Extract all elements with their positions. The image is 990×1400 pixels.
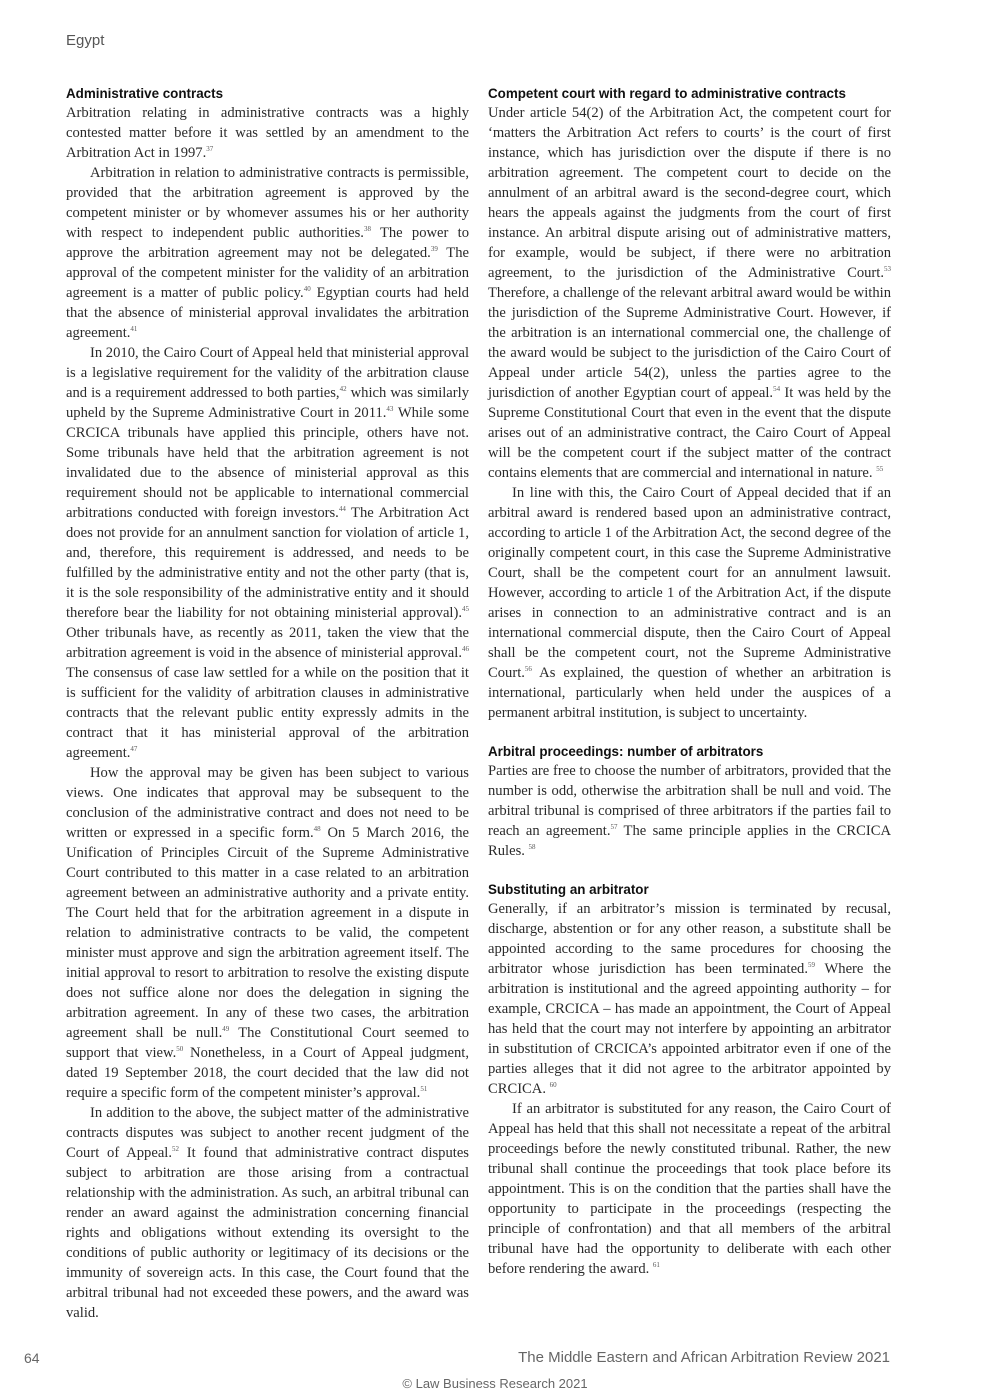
footnote-ref[interactable]: 46 (462, 645, 469, 654)
section-heading-competent-court: Competent court with regard to administrative contracts (488, 86, 846, 101)
paragraph: How the approval may be given has been subject to various views. One indicates that approval may be subsequent to the conclusion of the administrative contract and does not need to be written or expressed in a specific form.$^{48}$ On 5 March 2016, the Unification of Principles Circuit of the Supreme Administrative Court contributed to this matter in a case related to an arbitration agreement between an administrative authority and a private entity. The Court held that for the arbitration agreement in a dispute in relation to administrative contracts to be valid, the competent minister must approve and sign the arbitration agreement itself. The initial approval to resort to arbitration to resolve the existing dispute does not suffice alone nor does the delegation in signing the arbitration agreement. In any of these two cases, the arbitration agreement shall be null.$^{49}$ The Constitutional Court seemed to support that view.$^{50}$ Nonetheless, in a Court of Appeal judgment, dated 19 September 2018, the court decided that the law did not require a specific form of the competent minister’s approval.$^{51}$ (66, 765, 469, 1101)
paragraph: Generally, if an arbitrator’s mission is terminated by recusal, discharge, abstention or for any other reason, a substitute shall be appointed according to the same procedures for choosing the arbitrator whose jurisdiction has been terminated.$^{59}$ Where the arbitration is institutional and the agreed appointing authority – for example, CRCICA – has made an appointment, the Court of Appeal has held that the court may not interfere by appointing an arbitrator in substitution of CRCICA’s appointed arbitrator even if one of the parties alleges that it did not agree to the arbitrator appointed by CRCICA. $^{60}$ (488, 901, 892, 1097)
copyright-notice: © Law Business Research 2021 (402, 1376, 588, 1391)
paragraph: Arbitration in relation to administrative contracts is permissible, provided that the arbitration agreement is approved by the competent minister or by whomever assumes his or her authority with respect to independent public authorities.$^{38}$ The power to approve the arbitration agreement may not be delegated.$^{39}$ The approval of the competent minister for the validity of an arbitration agreement is a matter of public policy.$^{40}$ Egyptian courts had held that the absence of ministerial approval invalidates the arbitration agreement.$^{41}$ (66, 165, 469, 341)
footnote-ref[interactable]: 60 (549, 1081, 557, 1090)
footnote-ref[interactable]: 59 (808, 961, 815, 970)
section-heading-number-of-arbitrators: Arbitral proceedings: number of arbitrators (488, 744, 764, 759)
footnote-ref[interactable]: 58 (528, 843, 536, 852)
footnote-ref[interactable]: 51 (420, 1085, 428, 1094)
paragraph: Arbitration relating in administrative contracts was a highly contested matter before it was settled by an amendment to the Arbitration Act in 1997.37 (66, 105, 469, 161)
section-heading-substituting-arbitrator: Substituting an arbitrator (488, 882, 649, 897)
page-number: 64 (24, 1350, 40, 1366)
paragraph: Under article 54(2) of the Arbitration Act, the competent court for ‘matters the Arbitration Act refers to courts’ is the court of first instance, which has jurisdiction over the dispute if there is no arbitration agreement. The competent court to decide on the annulment of an arbitral award is the second-degree court, which hears the appeals against the judgments from the court of first instance. An arbitral dispute arising out of administrative matters, for example, would be subject, if there were no arbitration agreement, to the jurisdiction of the Administrative Court.$^{53}$ Therefore, a challenge of the relevant arbitral award would be within the jurisdiction of the Supreme Administrative Court. However, if the arbitration is an international commercial one, the challenge of the award would be subject to the jurisdiction of the Cairo Court of Appeal under article 54(2), unless the parties agree to the jurisdiction of another Egyptian court of appeal.$^{54}$ It was held by the Supreme Constitutional Court that even in the event that the dispute arises out of an administrative contract, the Cairo Court of Appeal will be the competent court if the subject matter of the contract contains elements that are commercial and international in nature. $^{55}$ (488, 105, 891, 481)
publication-title: The Middle Eastern and African Arbitration Review 2021 (518, 1349, 890, 1366)
right-column (488, 85, 891, 1279)
footnote-ref[interactable]: 47 (130, 745, 138, 754)
running-head: Egypt (66, 32, 105, 49)
footnote-ref[interactable]: 42 (339, 385, 347, 394)
left-column (66, 85, 469, 1323)
paragraph: Parties are free to choose the number of arbitrators, provided that the number is odd, otherwise the arbitration shall be null and void. The arbitral tribunal is comprised of three arbitrators if the parties fail to reach an agreement.$^{57}$ The same principle applies in the CRCICA Rules. $^{58}$ (488, 763, 892, 859)
footnote-ref[interactable]: 49 (222, 1025, 230, 1034)
footnote-ref[interactable]: 56 (524, 665, 532, 674)
footnote-ref[interactable]: 53 (884, 265, 891, 274)
paragraph: In line with this, the Cairo Court of Appeal decided that if an arbitral award is rendered based upon an administrative contract, according to article 1 of the Arbitration Act, the second degree of the originally competent court, in this case the Supreme Administrative Court, shall be the competent court for an annulment lawsuit. However, according to article 1 of the Arbitration Act, if the dispute arises in connection to an administrative contract and is an international commercial dispute, then the Cairo Court of Appeal shall be the competent court, not the Supreme Administrative Court.$^{56}$ As explained, the question of whether an arbitration is international, particularly when held under the auspices of a permanent arbitral institution, is subject to uncertainty. (488, 485, 891, 721)
footnote-ref[interactable]: 41 (130, 325, 138, 334)
footnote-ref[interactable]: 43 (386, 405, 394, 414)
footnote-ref[interactable]: 54 (773, 385, 781, 394)
footnote-ref[interactable]: 45 (462, 605, 469, 614)
section-heading-administrative-contracts: Administrative contracts (66, 86, 224, 101)
footnote-ref[interactable]: 52 (172, 1145, 179, 1154)
paragraph: In 2010, the Cairo Court of Appeal held that ministerial approval is a legislative requirement for the validity of the arbitration clause and is a requirement addressed to both parties,$^{42}$ which was similarly upheld by the Supreme Administrative Court in 2011.43 While some CRCICA tribunals have applied this principle, others have not. Some tribunals have held that the arbitration agreement is not invalidated due to the absence of ministerial approval as this requirement should not be applicable to international commercial arbitrations conducted with foreign investors.$^{44}$ The Arbitration Act does not provide for an annulment sanction for violation of article 1, and, therefore, this requirement is addressed, and needs to be fulfilled by the administrative entity and not the other party (that is, it is the sole responsibility of the administrative entity and it should therefore bear the liability for not obtaining ministerial approval).$^{45}$ Other tribunals have, as recently as 2011, taken the view that the arbitration agreement is void in the absence of ministerial approval.$^{46}$ The consensus of case law settled for a while on the position that it is sufficient for the validity of arbitration clauses in administrative contracts that the relevant public entity expressly admits in the contract that it has ministerial approval of the arbitration agreement.$^{47}$ (66, 345, 469, 761)
footnote-ref[interactable]: 44 (338, 505, 346, 514)
footnote-ref[interactable]: 55 (876, 465, 884, 474)
footnote-ref[interactable]: 61 (652, 1261, 660, 1270)
footnote-ref[interactable]: 39 (430, 245, 438, 254)
paragraph: If an arbitrator is substituted for any reason, the Cairo Court of Appeal has held that this shall not necessitate a repeat of the arbitral proceedings before the newly constituted tribunal. Rather, the new tribunal shall continue the proceedings that took place before its appointment. This is on the condition that the parties shall have the opportunity to participate in the proceedings (respecting the principle of confrontation) and that all members of the arbitral tribunal have had the opportunity to deliberate with each other before rendering the award. $^{61}$ (488, 1101, 891, 1277)
footnote-ref[interactable]: 37 (206, 145, 214, 154)
paragraph: In addition to the above, the subject matter of the administrative contracts disputes was subject to another recent judgment of the Court of Appeal.$^{52}$ It found that administrative contract disputes subject to arbitration are those arising from a contractual relationship with the administration. As such, an arbitral tribunal can render an award against the administration concerning financial rights and obligations without extending its oversight to the conditions of public authority or legitimacy of its decisions or the immunity of sovereign acts. In this case, the Court found that the arbitral tribunal had not exceeded these powers, and the award was valid. (66, 1105, 469, 1321)
footnote-ref[interactable]: 48 (313, 825, 321, 834)
footnote-ref[interactable]: 57 (610, 823, 618, 832)
footnote-ref[interactable]: 38 (363, 225, 371, 234)
footnote-ref[interactable]: 40 (303, 285, 311, 294)
footnote-ref[interactable]: 50 (176, 1045, 184, 1054)
